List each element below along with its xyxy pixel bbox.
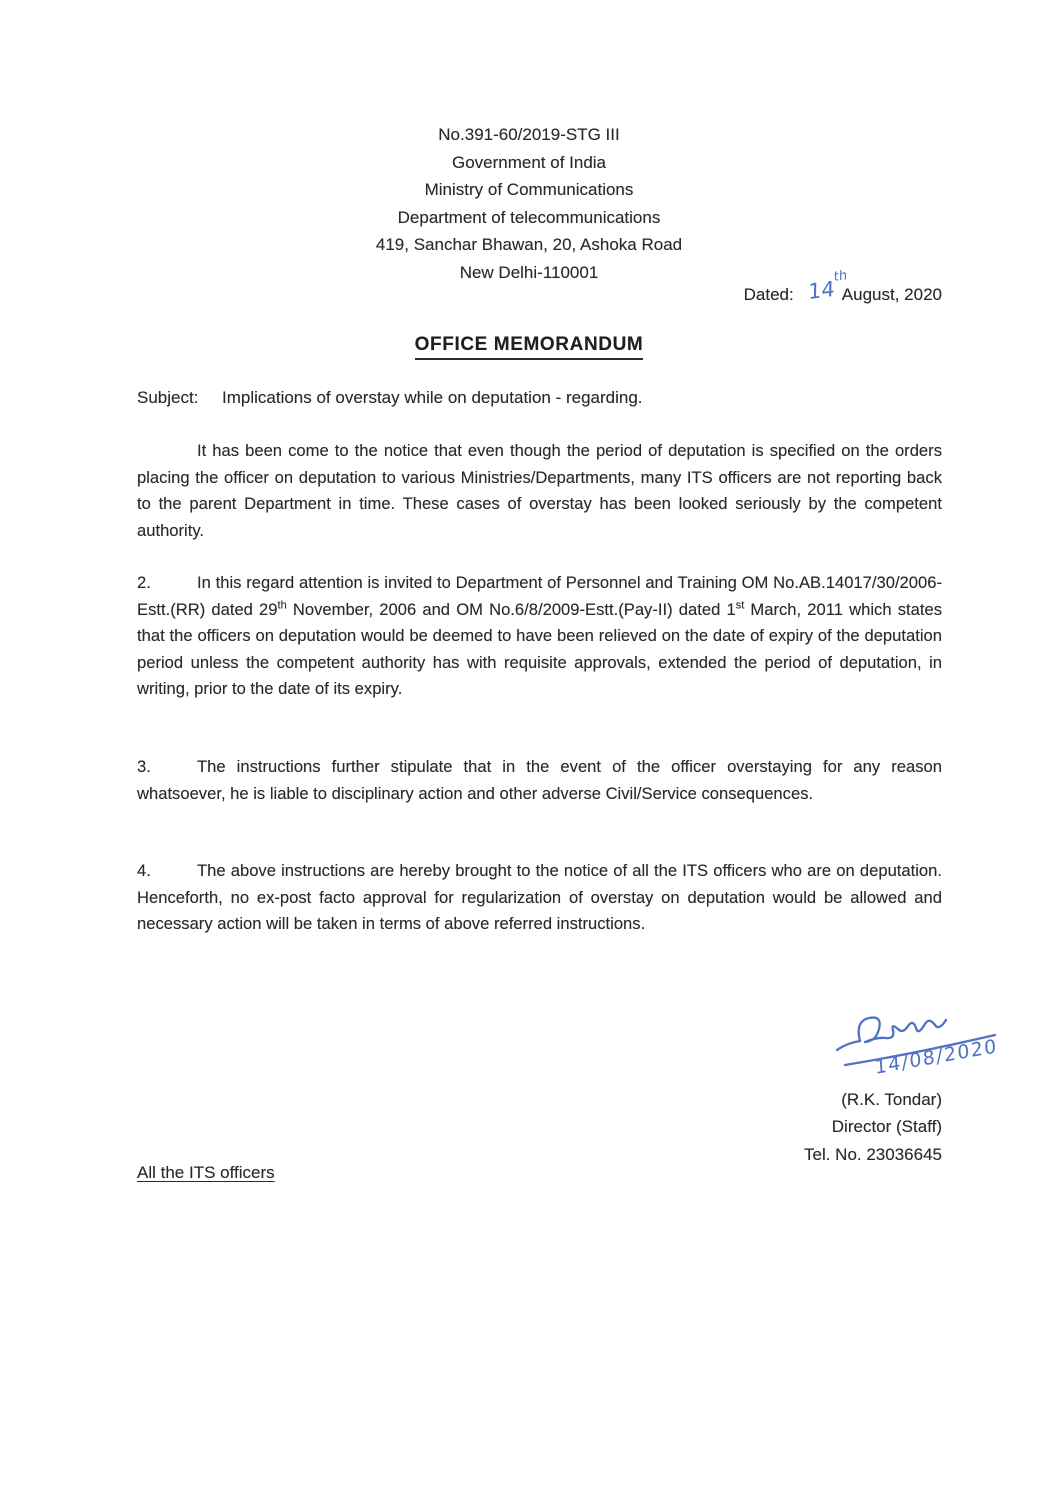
subject-label: Subject: xyxy=(137,388,199,407)
dated-label: Dated: xyxy=(743,285,794,304)
org-line-city: New Delhi-110001 xyxy=(459,262,599,282)
signatory-block xyxy=(804,1086,942,1168)
subject-line xyxy=(137,388,943,408)
paragraph-2-text-b: November, 2006 and OM No.6/8/2009-Estt.(Pay-II) dated 1 xyxy=(286,599,736,619)
paragraph-2-superscript-th: th xyxy=(277,599,287,612)
paragraph-2-text-c: March, 2011 which states that the officers on deputation would be deemed to have been relieved on the date of expiry of the deputation period unless the competent authority has with requisite approvals, extended the period of deputation, in writing, prior to the date of its expiry. xyxy=(137,599,943,699)
signatory-phone: Tel. No. 23036645 xyxy=(804,1144,942,1164)
handwritten-day-ordinal: th xyxy=(833,268,847,285)
dated-month-year: August, 2020 xyxy=(841,285,942,304)
signatory-designation: Director (Staff) xyxy=(831,1117,942,1137)
paragraph-1 xyxy=(137,438,942,544)
file-number: No.391-60/2019-STG III xyxy=(438,125,620,144)
org-line-ministry: Ministry of Communications xyxy=(424,180,634,199)
handwritten-day xyxy=(807,268,847,305)
signatory-name: (R.K. Tondar) xyxy=(841,1090,942,1109)
memo-title-wrap xyxy=(0,334,1058,360)
letterhead xyxy=(0,121,1058,286)
addressee: All the ITS officers xyxy=(137,1163,275,1182)
paragraph-2 xyxy=(137,570,942,703)
handwritten-signature-date: 14/08/2020 xyxy=(874,1035,999,1079)
org-line-department: Department of telecommunications xyxy=(397,207,661,227)
paragraph-3 xyxy=(137,754,942,807)
signature-name-stroke xyxy=(859,1018,946,1042)
subject-text: Implications of overstay while on deputation - regarding. xyxy=(222,388,643,407)
paragraph-4-number: 4. xyxy=(137,861,151,880)
paragraph-2-superscript-st: st xyxy=(735,599,745,612)
paragraph-3-number: 3. xyxy=(137,757,151,776)
paragraph-1-text: It has been come to the notice that even though the period of deputation is specified on the orders placing the officer on deputation to various Ministries/Departments, many ITS officers are not reporting back to the parent Department in time. These cases of overstay has been looked seriously by the competent authority. xyxy=(137,441,942,540)
handwritten-day-number: 14 xyxy=(807,276,835,305)
org-line-address: 419, Sanchar Bhawan, 20, Ashoka Road xyxy=(375,235,683,254)
paragraph-2-text-a: In this regard attention is invited to Department of Personnel and Training OM No.AB.14017/30/2006-Estt.(RR) dated 29 xyxy=(137,573,942,619)
paragraph-2-number: 2. xyxy=(137,573,151,592)
org-line-government: Government of India xyxy=(451,152,607,172)
date-line xyxy=(743,268,942,305)
paragraph-3-text: The instructions further stipulate that in the event of the officer overstaying for any reason whatsoever, he is liable to disciplinary action and other adverse Civil/Service consequences. xyxy=(137,757,942,803)
paragraph-4-text: The above instructions are hereby brought to the notice of all the ITS officers who are on deputation. Henceforth, no ex-post facto approval for regularization of overstay on deputation would be allowed and necessary action will be taken in terms of above referred instructions. xyxy=(137,861,942,934)
paragraph-4 xyxy=(137,858,942,938)
memo-title: OFFICE MEMORANDUM xyxy=(415,334,644,360)
signature-leadin-stroke xyxy=(837,1041,860,1050)
